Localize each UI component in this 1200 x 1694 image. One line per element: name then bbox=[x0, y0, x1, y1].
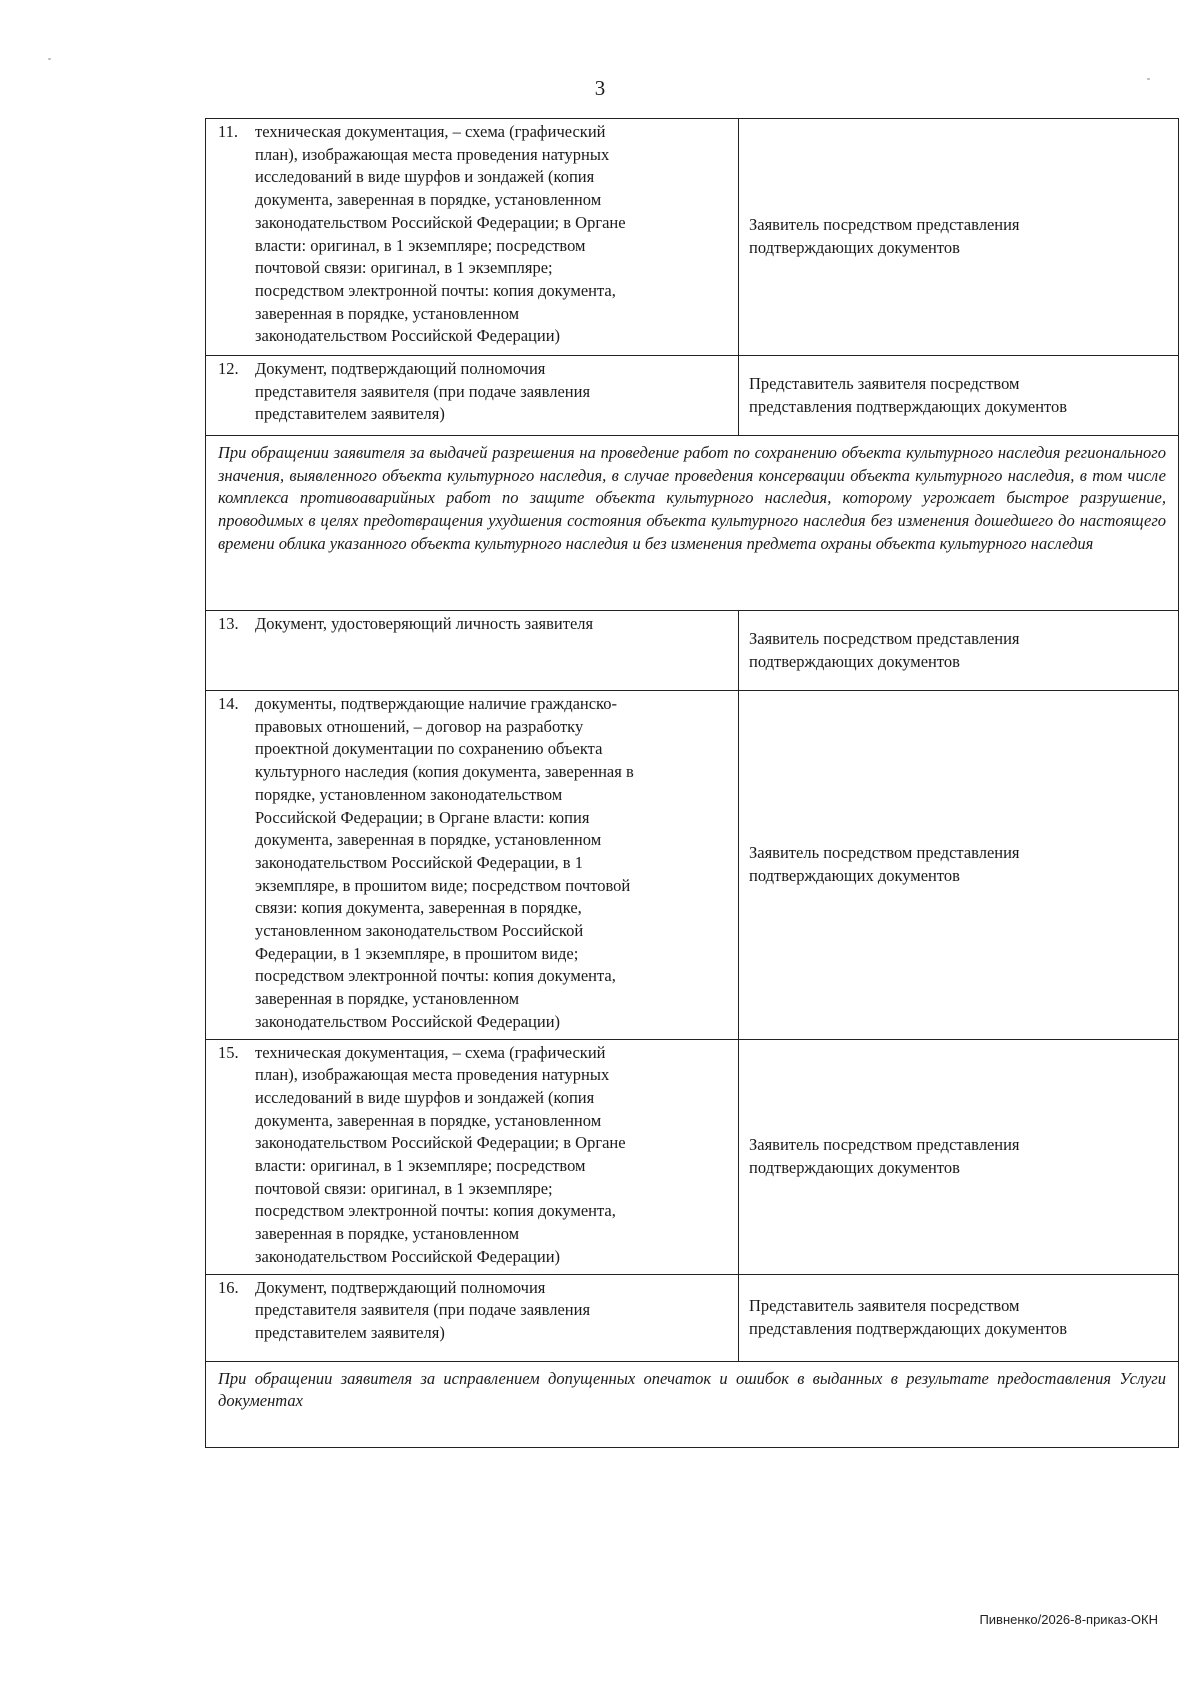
provider-line: Представитель заявителя посредством bbox=[749, 373, 1020, 393]
table-row bbox=[206, 356, 1179, 436]
provider-line: Заявитель посредством представления bbox=[749, 843, 1020, 863]
text-line: техническая документация, – схема (графический bbox=[255, 122, 606, 141]
text-line: план), изображающая места проведения натурных bbox=[255, 1065, 610, 1085]
section-condition-text bbox=[206, 436, 1179, 611]
table-row bbox=[206, 691, 1179, 1040]
provider-cell bbox=[739, 1039, 1179, 1274]
text-line: документы, подтверждающие наличие гражданско- bbox=[255, 694, 617, 713]
text-line: законодательством Российской Федерации; в Органе bbox=[255, 1133, 626, 1153]
section-text bbox=[218, 443, 1166, 553]
section-text-fragment: объекта культурного наследия, которому угрожает быстрое разрушение, проводимых в целях bbox=[218, 488, 1167, 531]
provider-line: Заявитель посредством представления bbox=[749, 1134, 1020, 1154]
text-line: законодательством Российской Федерации) bbox=[255, 1246, 561, 1266]
item-number: 15. bbox=[218, 1042, 239, 1062]
text-line: исследований в виде шурфов и зондажей (копия bbox=[255, 167, 595, 187]
section-text-fragment: При обращении заявителя за выдачей разрешения на проведение работ по сохранению объекта культурного bbox=[218, 443, 994, 462]
table-row bbox=[206, 611, 1179, 691]
item-number: 13. bbox=[218, 614, 239, 633]
provider-line: представления подтверждающих документов bbox=[749, 396, 1068, 416]
section-text-fragment: При обращении заявителя за исправлением допущенных опечаток и ошибок в выданных в результате bbox=[218, 1368, 989, 1388]
document-description-cell bbox=[206, 119, 739, 356]
text-line: законодательством Российской Федерации) bbox=[255, 326, 561, 346]
provider-line: Представитель заявителя посредством bbox=[749, 1295, 1020, 1315]
text-line: законодательством Российской Федерации) bbox=[255, 1011, 561, 1031]
text-line: техническая документация, – схема (графический bbox=[255, 1042, 606, 1062]
item-number: 14. bbox=[218, 694, 239, 713]
document-description-cell bbox=[206, 356, 739, 436]
item-number: 11. bbox=[218, 122, 239, 141]
text-line: законодательством Российской Федерации; в Органе bbox=[255, 212, 626, 232]
text-line: представителя заявителя (при подаче заявления bbox=[255, 381, 591, 401]
text-line: порядке, установленном законодательством bbox=[255, 784, 563, 804]
provider-cell bbox=[739, 611, 1179, 691]
text-line: заверенная в порядке, установленном bbox=[255, 1224, 520, 1244]
text-line: заверенная в порядке, установленном bbox=[255, 989, 520, 1009]
document-description-cell bbox=[206, 691, 739, 1040]
item-number: 16. bbox=[218, 1277, 239, 1297]
text-line: проектной документации по сохранению объекта bbox=[255, 739, 603, 759]
section-text-fragment: предотвращения ухудшения состояния объекта культурного наследия без изменения дошедшего до bbox=[363, 511, 1075, 531]
section-text-fragment: консервации объекта культурного наследия, в том числе комплекса противоаварийных работ по защите bbox=[218, 465, 1166, 508]
section-header-row bbox=[206, 1361, 1179, 1447]
item-text bbox=[255, 1277, 732, 1345]
provider-line: подтверждающих документов bbox=[749, 865, 960, 885]
text-line: Российской Федерации; в Органе власти: копия bbox=[255, 807, 590, 827]
provider-line: Заявитель посредством представления bbox=[749, 215, 1020, 235]
item-text bbox=[255, 358, 732, 426]
text-line: Документ, подтверждающий полномочия bbox=[255, 1277, 546, 1297]
item-text bbox=[255, 613, 732, 636]
text-line: Документ, удостоверяющий личность заявителя bbox=[255, 614, 594, 633]
table-row bbox=[206, 1274, 1179, 1361]
provider-cell bbox=[739, 119, 1179, 356]
section-text bbox=[218, 1369, 1166, 1411]
text-line: Федерации, в 1 экземпляре, в прошитом виде; bbox=[255, 943, 579, 963]
provider-cell bbox=[739, 1274, 1179, 1361]
text-line: связи: копия документа, заверенная в порядке, bbox=[255, 898, 582, 918]
section-text-fragment: настоящего времени облика указанного объекта культурного наследия и без изменения предмета охраны bbox=[218, 511, 1167, 553]
text-line: план), изображающая места проведения натурных bbox=[255, 144, 610, 164]
section-text-fragment: объекта культурного наследия bbox=[875, 533, 1094, 553]
item-number: 12. bbox=[218, 359, 239, 378]
item-text bbox=[255, 121, 732, 348]
text-line: установленном законодательством Российской bbox=[255, 921, 584, 941]
scan-speck bbox=[48, 58, 51, 60]
text-line: документа, заверенная в порядке, установленном bbox=[255, 190, 602, 210]
provider-line: представления подтверждающих документов bbox=[749, 1318, 1068, 1338]
item-text bbox=[255, 1042, 732, 1269]
provider-line: подтверждающих документов bbox=[749, 238, 960, 257]
provider-line: подтверждающих документов bbox=[749, 1157, 960, 1177]
document-description-cell bbox=[206, 611, 739, 691]
section-text-fragment: предоставления Услуги документах bbox=[218, 1368, 1166, 1411]
page-number: 3 bbox=[594, 76, 606, 100]
text-line: экземпляре, в прошитом виде; посредством почтовой bbox=[255, 875, 631, 895]
document-description-cell bbox=[206, 1274, 739, 1361]
table-row bbox=[206, 1039, 1179, 1274]
table-row bbox=[206, 119, 1179, 356]
item-text bbox=[255, 693, 732, 1034]
text-line: документа, заверенная в порядке, установленном bbox=[255, 1110, 602, 1130]
text-line: представителем заявителя) bbox=[255, 1322, 445, 1342]
scan-speck bbox=[1147, 78, 1150, 80]
text-line: почтовой связи: оригинал, в 1 экземпляре; bbox=[255, 1178, 553, 1198]
text-line: заверенная в порядке, установленном bbox=[255, 303, 520, 323]
text-line: власти: оригинал, в 1 экземпляре; посредством bbox=[255, 1156, 586, 1176]
text-line: посредством электронной почты: копия документа, bbox=[255, 1201, 616, 1221]
provider-line: Заявитель посредством представления bbox=[749, 628, 1020, 648]
text-line: правовых отношений, – договор на разработку bbox=[255, 716, 584, 736]
documents-table bbox=[205, 118, 1179, 1448]
section-condition-text bbox=[206, 1361, 1179, 1447]
text-line: посредством электронной почты: копия документа, bbox=[255, 966, 616, 986]
text-line: посредством электронной почты: копия документа, bbox=[255, 280, 616, 300]
document-description-cell bbox=[206, 1039, 739, 1274]
text-line: почтовой связи: оригинал, в 1 экземпляре; bbox=[255, 258, 553, 278]
section-header-row bbox=[206, 436, 1179, 611]
text-line: власти: оригинал, в 1 экземпляре; посредством bbox=[255, 235, 586, 255]
text-line: исследований в виде шурфов и зондажей (копия bbox=[255, 1087, 595, 1107]
provider-line: подтверждающих документов bbox=[749, 651, 960, 671]
text-line: представителя заявителя (при подаче заявления bbox=[255, 1300, 591, 1320]
provider-cell bbox=[739, 356, 1179, 436]
text-line: документа, заверенная в порядке, установленном bbox=[255, 830, 602, 850]
text-line: законодательством Российской Федерации, в 1 bbox=[255, 852, 583, 872]
footer-document-reference: Пивненко/2026-8-приказ-ОКН bbox=[979, 1612, 1158, 1627]
text-line: культурного наследия (копия документа, заверенная в bbox=[255, 762, 634, 782]
section-text-fragment: наследия регионального значения, выявленного объекта культурного наследия, в случае проведения bbox=[218, 443, 1166, 485]
text-line: Документ, подтверждающий полномочия bbox=[255, 359, 546, 378]
provider-cell bbox=[739, 691, 1179, 1040]
text-line: представителем заявителя) bbox=[255, 404, 445, 424]
